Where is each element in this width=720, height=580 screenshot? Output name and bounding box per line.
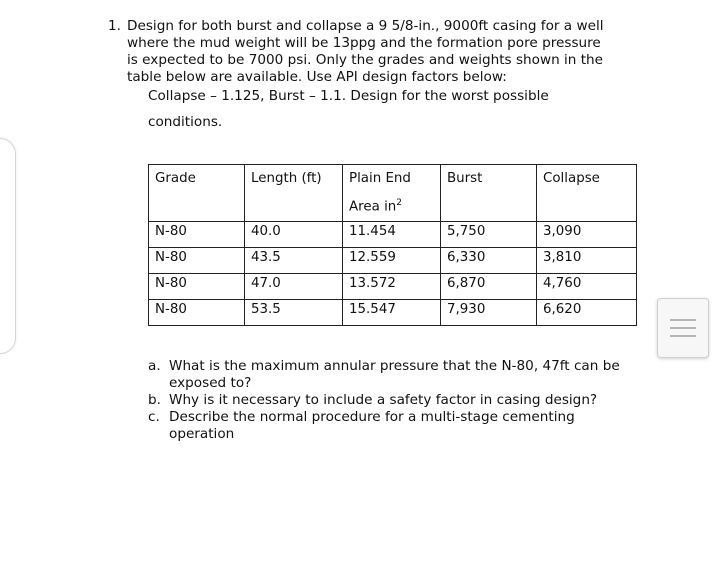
- table-header-row: [149, 165, 637, 222]
- header-burst: Burst: [441, 165, 537, 222]
- question-line: is expected to be 7000 psi. Only the grades and weights shown in the: [127, 52, 604, 68]
- table-row: [149, 300, 637, 326]
- cell-area: 15.547: [343, 300, 441, 326]
- header-collapse: Collapse: [537, 165, 637, 222]
- sub-question-label: b.: [148, 392, 161, 408]
- cell-grade: N-80: [149, 222, 245, 248]
- header-length: Length (ft): [245, 165, 343, 222]
- cell-length: 43.5: [245, 248, 343, 274]
- question-line: Design for both burst and collapse a 9 5/8-in., 9000ft casing for a well: [127, 18, 604, 34]
- list-item: [148, 358, 628, 392]
- list-item: [148, 409, 628, 443]
- sub-question-label: c.: [148, 409, 160, 425]
- header-grade: Grade: [149, 165, 245, 222]
- question-block: [108, 18, 638, 86]
- list-item: [148, 392, 628, 409]
- menu-button[interactable]: [657, 298, 709, 358]
- sub-question-text: What is the maximum annular pressure that the N-80, 47ft can be exposed to?: [169, 358, 620, 391]
- cell-collapse: 6,620: [537, 300, 637, 326]
- cell-length: 47.0: [245, 274, 343, 300]
- cell-collapse: 4,760: [537, 274, 637, 300]
- question-text: [127, 18, 638, 86]
- sub-question-text: Why is it necessary to include a safety factor in casing design?: [169, 392, 598, 408]
- cell-length: 53.5: [245, 300, 343, 326]
- question-line: table below are available. Use API design factors below:: [127, 69, 507, 85]
- hamburger-menu-icon-bar: [670, 335, 696, 337]
- hamburger-menu-icon: [670, 319, 696, 321]
- sub-questions-list: [148, 358, 628, 443]
- sub-question-label: a.: [148, 358, 161, 374]
- header-area-sup: 2: [396, 198, 403, 208]
- question-number: 1.: [108, 18, 121, 34]
- question-line: where the mud weight will be 13ppg and the formation pore pressure: [127, 35, 601, 51]
- conditions-line: conditions.: [148, 114, 223, 130]
- header-area-line1: Plain End: [349, 171, 411, 186]
- sub-question-text: Describe the normal procedure for a multi-stage cementing operation: [169, 409, 575, 442]
- cell-area: 11.454: [343, 222, 441, 248]
- side-panel-edge: [0, 138, 16, 354]
- table-row: [149, 248, 637, 274]
- header-area: [343, 165, 441, 222]
- header-area-line2: Area in: [349, 199, 397, 215]
- cell-burst: 5,750: [441, 222, 537, 248]
- design-factors-line: Collapse – 1.125, Burst – 1.1. Design for the worst possible: [148, 88, 549, 104]
- hamburger-menu-icon-bar: [670, 327, 696, 329]
- table-row: [149, 274, 637, 300]
- cell-collapse: 3,090: [537, 222, 637, 248]
- cell-collapse: 3,810: [537, 248, 637, 274]
- cell-grade: N-80: [149, 248, 245, 274]
- casing-table: [148, 164, 637, 326]
- cell-burst: 7,930: [441, 300, 537, 326]
- table-row: [149, 222, 637, 248]
- cell-grade: N-80: [149, 274, 245, 300]
- cell-burst: 6,870: [441, 274, 537, 300]
- cell-length: 40.0: [245, 222, 343, 248]
- cell-burst: 6,330: [441, 248, 537, 274]
- cell-area: 12.559: [343, 248, 441, 274]
- cell-grade: N-80: [149, 300, 245, 326]
- cell-area: 13.572: [343, 274, 441, 300]
